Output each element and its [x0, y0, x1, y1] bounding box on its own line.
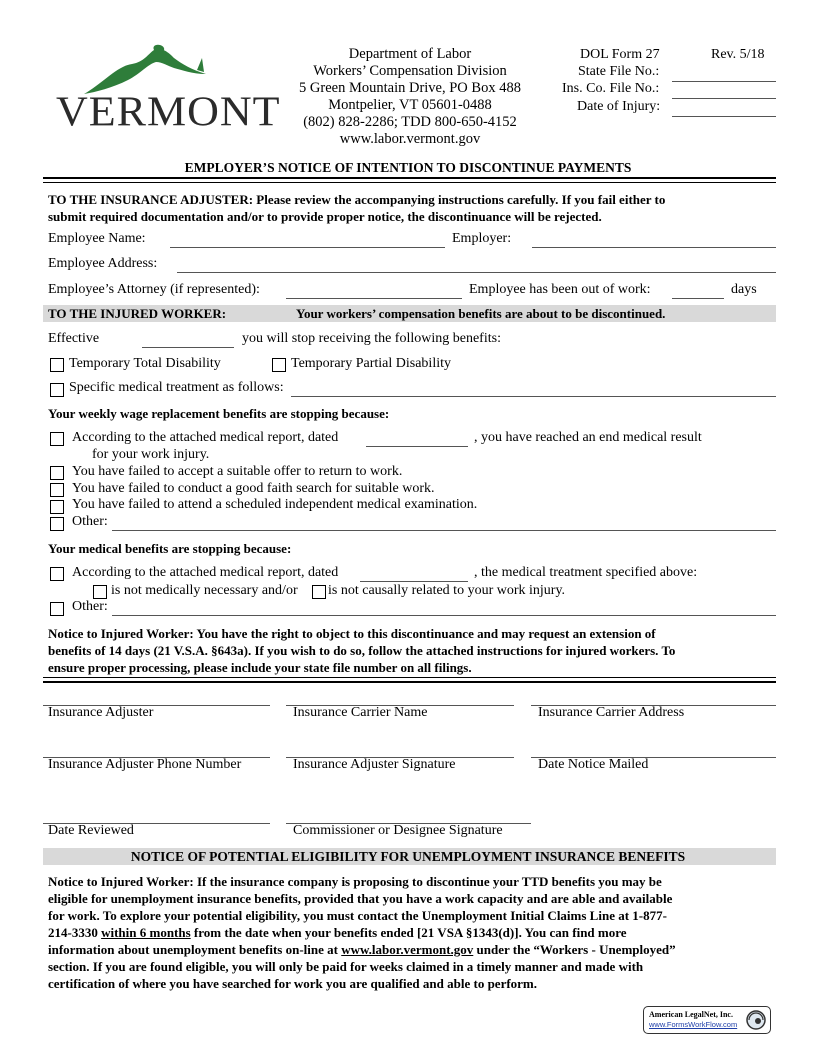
not-causally-related-label: is not causally related to your work injury. [328, 583, 566, 598]
medical-reason-1-text: According to the attached medical report, dated [72, 565, 339, 580]
ttd-label: Temporary Total Disability [69, 356, 221, 371]
logo-text: VERMONT [56, 88, 281, 135]
wage-reason-1-text-c: for your work injury. [92, 447, 210, 462]
carrier-name-label: Insurance Carrier Name [293, 705, 428, 720]
medical-treatment-checkbox[interactable] [50, 383, 64, 397]
unemployment-line-4 [48, 924, 627, 941]
department-address [280, 46, 540, 148]
effective-date-field[interactable] [142, 347, 234, 348]
phone-tail: 214-3330 [48, 925, 102, 940]
wage-reason-3-checkbox[interactable] [50, 483, 64, 497]
attorney-label: Employee’s Attorney (if represented): [48, 282, 260, 297]
injury-date-label: Date of Injury: [577, 99, 661, 114]
state-file-field[interactable] [672, 81, 776, 82]
wage-reason-1-text-b: , you have reached an end medical result [474, 430, 702, 445]
forms-workflow-badge[interactable] [643, 1006, 771, 1034]
employee-address-field[interactable] [177, 272, 776, 273]
ins-file-label: Ins. Co. File No.: [562, 81, 660, 96]
unemployment-line-1: Notice to Injured Worker: If the insurance company is proposing to discontinue your TTD benefits you may be [48, 874, 662, 889]
out-of-work-days-field[interactable] [672, 298, 724, 299]
worker-heading-note: Your workers’ compensation benefits are about to be discontinued. [296, 306, 666, 321]
adjuster-signature-label: Insurance Adjuster Signature [293, 757, 456, 772]
line-5-rest: under the “Workers - Unemployed” [473, 942, 676, 957]
dept-line: www.labor.vermont.gov [339, 131, 481, 147]
medical-treatment-label: Specific medical treatment as follows: [69, 380, 284, 395]
medical-other-field[interactable] [112, 615, 776, 616]
adjuster-instruction-1: TO THE INSURANCE ADJUSTER: Please review the accompanying instructions carefully. If you fail either to [48, 192, 666, 207]
footer-company: American LegalNet, Inc. [649, 1010, 733, 1019]
dept-line: Workers’ Compensation Division [313, 63, 507, 79]
not-necessary-label: is not medically necessary and/or [111, 583, 298, 598]
not-necessary-checkbox[interactable] [93, 585, 107, 599]
out-of-work-label: Employee has been out of work: [469, 282, 651, 297]
adjuster-label: Insurance Adjuster [48, 705, 154, 720]
divider [43, 177, 776, 179]
state-file-label: State File No.: [578, 64, 660, 79]
worker-heading: TO THE INJURED WORKER: [48, 306, 227, 321]
divider [43, 681, 776, 683]
ins-file-field[interactable] [672, 98, 776, 99]
tpd-label: Temporary Partial Disability [291, 356, 451, 371]
wage-reason-1-checkbox[interactable] [50, 432, 64, 446]
wage-reason-4-checkbox[interactable] [50, 500, 64, 514]
divider [43, 677, 776, 678]
date-reviewed-label: Date Reviewed [48, 823, 134, 838]
wage-reason-4-text: You have failed to attend a scheduled independent medical examination. [72, 497, 478, 512]
line-5-start: information about unemployment benefits on-line at [48, 942, 342, 957]
employee-name-label: Employee Name: [48, 231, 146, 246]
employer-field[interactable] [532, 247, 776, 248]
effective-suffix: you will stop receiving the following benefits: [242, 331, 501, 346]
globe-icon [745, 1009, 767, 1031]
date-mailed-label: Date Notice Mailed [538, 757, 649, 772]
medical-reasons-heading: Your medical benefits are stopping because: [48, 541, 292, 556]
form-title: EMPLOYER’S NOTICE OF INTENTION TO DISCONTINUE PAYMENTS [184, 160, 632, 175]
notice-line-3: ensure proper processing, please include your state file number on all filings. [48, 660, 472, 675]
medical-treatment-field[interactable] [291, 396, 776, 397]
not-causally-related-checkbox[interactable] [312, 585, 326, 599]
wage-other-label: Other: [72, 514, 108, 529]
unemployment-line-2: eligible for unemployment insurance benefits, provided that you have a work capacity and are able and available [48, 891, 673, 906]
ttd-checkbox[interactable] [50, 358, 64, 372]
line-4-rest: from the date when your benefits ended [21 VSA §1343(d)]. You can find more [190, 925, 627, 940]
medical-reason-1-checkbox[interactable] [50, 567, 64, 581]
within-6-months: within 6 months [101, 925, 191, 940]
days-label: days [731, 282, 757, 297]
adjuster-instruction-2: submit required documentation and/or to provide proper notice, the discontinuance will be rejected. [48, 209, 602, 224]
dept-line: Department of Labor [348, 46, 472, 62]
attorney-field[interactable] [286, 298, 462, 299]
wage-reason-2-checkbox[interactable] [50, 466, 64, 480]
wage-report-date-field[interactable] [366, 446, 468, 447]
wage-reasons-heading: Your weekly wage replacement benefits are stopping because: [48, 406, 390, 421]
carrier-address-label: Insurance Carrier Address [538, 705, 685, 720]
unemployment-title: NOTICE OF POTENTIAL ELIGIBILITY FOR UNEMPLOYMENT INSURANCE BENEFITS [130, 849, 686, 864]
medical-report-date-field[interactable] [360, 581, 468, 582]
unemployment-line-6: section. If you are found eligible, you will only be paid for weeks claimed in a timely manner and made with [48, 959, 644, 974]
commissioner-signature-label: Commissioner or Designee Signature [293, 823, 503, 838]
employer-label: Employer: [452, 231, 512, 246]
injury-date-field[interactable] [672, 116, 776, 117]
tpd-checkbox[interactable] [272, 358, 286, 372]
employee-name-field[interactable] [170, 247, 445, 248]
form-revision: Rev. 5/18 [711, 47, 765, 62]
effective-label: Effective [48, 331, 100, 346]
form-number: DOL Form 27 [580, 47, 660, 62]
wage-other-field[interactable] [112, 530, 776, 531]
wage-other-checkbox[interactable] [50, 517, 64, 531]
wage-reason-3-text: You have failed to conduct a good faith search for suitable work. [72, 481, 435, 496]
notice-line-2: benefits of 14 days (21 V.S.A. §643a). If you wish to do so, follow the attached instructions for injured workers. To [48, 643, 676, 658]
footer-url[interactable]: www.FormsWorkFlow.com [649, 1020, 738, 1029]
employee-address-label: Employee Address: [48, 256, 158, 271]
dept-line: Montpelier, VT 05601-0488 [328, 97, 492, 113]
wage-reason-2-text: You have failed to accept a suitable offer to return to work. [72, 464, 403, 479]
adjuster-phone-label: Insurance Adjuster Phone Number [48, 757, 242, 772]
medical-reason-1-text-b: , the medical treatment specified above: [474, 565, 698, 580]
notice-line-1: Notice to Injured Worker: You have the right to object to this discontinuance and may request an extension of [48, 626, 656, 641]
unemployment-line-3: for work. To explore your potential eligibility, you must contact the Unemployment Initial Claims Line at 1-877- [48, 908, 667, 923]
dept-line: (802) 828-2286; TDD 800-650-4152 [303, 114, 517, 130]
medical-other-label: Other: [72, 599, 108, 614]
labor-website-link[interactable]: www.labor.vermont.gov [341, 942, 474, 957]
medical-other-checkbox[interactable] [50, 602, 64, 616]
divider [43, 182, 776, 183]
dept-line: 5 Green Mountain Drive, PO Box 488 [299, 80, 521, 96]
wage-reason-1-text: According to the attached medical report, dated [72, 430, 339, 445]
unemployment-line-5 [48, 941, 676, 958]
unemployment-line-7: certification of where you have searched for work you are qualified and able to perform. [48, 976, 538, 991]
